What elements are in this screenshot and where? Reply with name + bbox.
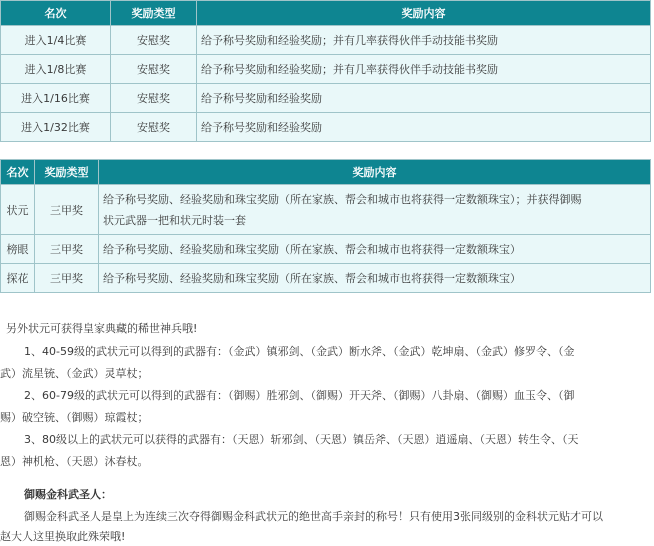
table-row [1,26,651,55]
cell-reward-type: 安慰奖 [111,55,197,84]
table-row [1,113,651,142]
notes-intro: 另外状元可获得皇家典藏的稀世神兵哦! [6,322,198,335]
cell-reward-content: 给予称号奖励和经验奖励 [197,113,651,142]
cell-reward-type: 安慰奖 [111,26,197,55]
reward-table-top-three [0,159,651,293]
reward-table-elimination [0,0,651,142]
weapon-list-item-3-cont: 恩）神机枪、（天恩）沐春杖。 [0,455,149,468]
table-row [1,185,651,235]
weapon-list-item-3: 3、80级以上的武状元可以获得的武器有：（天恩）斩邪剑、（天恩）镇岳斧、（天恩）逍遥扇、（天恩）转生令、（天 [24,433,579,446]
table-row [1,264,651,293]
table-row [1,84,651,113]
cell-rank: 进入1/32比赛 [1,113,111,142]
cell-reward-content: 给予称号奖励和经验奖励 [197,84,651,113]
table-header-row [1,1,651,26]
header-reward-type: 奖励类型 [35,160,99,185]
header-reward-type: 奖励类型 [111,1,197,26]
reward-content-line: 给予称号奖励、经验奖励和珠宝奖励（所在家族、帮会和城市也将获得一定数额珠宝）；并获得御赐 [103,192,582,206]
table-row [1,235,651,264]
cell-rank: 探花 [1,264,35,293]
header-rank: 名次 [1,160,35,185]
cell-reward-content: 给予称号奖励、经验奖励和珠宝奖励（所在家族、帮会和城市也将获得一定数额珠宝） [99,264,651,293]
table-row [1,55,651,84]
weapon-list-item-2: 2、60-79级的武状元可以得到的武器有：（御赐）胜邪剑、（御赐）开天斧、（御赐）八卦扇、（御赐）血玉令、（御 [24,389,575,402]
cell-rank: 进入1/8比赛 [1,55,111,84]
cell-reward-content [99,185,651,235]
reward-content-line: 状元武器一把和状元时装一套 [103,213,246,227]
cell-reward-content: 给予称号奖励和经验奖励；并有几率获得伙伴手动技能书奖励 [197,55,651,84]
cell-reward-type: 安慰奖 [111,113,197,142]
cell-reward-type: 安慰奖 [111,84,197,113]
header-reward-content: 奖励内容 [99,160,651,185]
cell-reward-type: 三甲奖 [35,185,99,235]
cell-rank: 进入1/4比赛 [1,26,111,55]
section-title: 御赐金科武圣人： [24,488,112,501]
section-body-cont: 赵大人这里换取此殊荣哦! [0,530,126,543]
cell-rank: 状元 [1,185,35,235]
header-reward-content: 奖励内容 [197,1,651,26]
table-header-row [1,160,651,185]
cell-reward-type: 三甲奖 [35,235,99,264]
cell-rank: 榜眼 [1,235,35,264]
section-body: 御赐金科武圣人是皇上为连续三次夺得御赐金科武状元的绝世高手亲封的称号！只有使用3张同级别的金科状元贴才可以 [24,510,603,523]
weapon-list-item-2-cont: 赐）破空铳、（御赐）琼霞杖； [0,411,149,424]
cell-reward-content: 给予称号奖励和经验奖励；并有几率获得伙伴手动技能书奖励 [197,26,651,55]
cell-reward-content: 给予称号奖励、经验奖励和珠宝奖励（所在家族、帮会和城市也将获得一定数额珠宝） [99,235,651,264]
cell-rank: 进入1/16比赛 [1,84,111,113]
weapon-list-item-1: 1、40-59级的武状元可以得到的武器有：（金武）镇邪剑、（金武）断水斧、（金武）乾坤扇、（金武）修罗令、（金 [24,345,575,358]
header-rank: 名次 [1,1,111,26]
cell-reward-type: 三甲奖 [35,264,99,293]
weapon-list-item-1-cont: 武）流星铳、（金武）灵草杖； [0,367,149,380]
